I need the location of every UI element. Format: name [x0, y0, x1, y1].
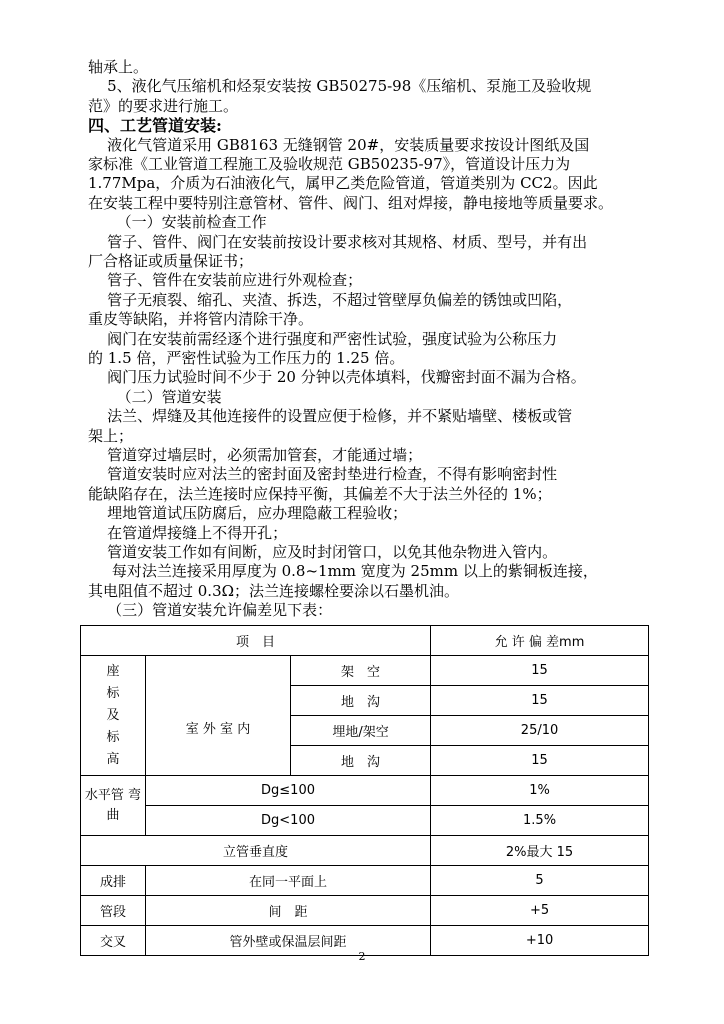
row-value: +10: [431, 926, 649, 956]
section-heading: 四、工艺管道安装:: [88, 116, 222, 136]
text-line: 法兰、焊缝及其他连接件的设置应便于检修，并不紧贴墙壁、楼板或管: [88, 407, 573, 426]
text-line: 在管道焊接缝上不得开孔；: [88, 523, 288, 542]
table-header-row: [81, 626, 649, 656]
header-item: 项 目: [81, 626, 431, 656]
row-name: Dg≤100: [146, 776, 431, 806]
row-value: 25/10: [431, 716, 649, 746]
text-line: 管子、管件、阀门在安装前按设计要求核对其规格、材质、型号，并有出: [88, 232, 588, 251]
text-line: 1.77Mpa，介质为石油液化气，属甲乙类危险管道，管道类别为 CC2。因此: [88, 174, 598, 193]
row-name: 架 空: [291, 656, 431, 686]
text-line: 厂合格证或质量保证书；: [88, 252, 254, 270]
table-row: [81, 896, 649, 926]
text-line: 的 1.5 倍，严密性试验为工作压力的 1.25 倍。: [88, 349, 405, 367]
tolerance-table: [80, 625, 649, 956]
shiwai-label: 室 外 室 内: [146, 686, 291, 776]
text-line: （一）安装前检查工作: [88, 213, 267, 232]
text-line: 阀门在安装前需经逐个进行强度和严密性试验，强度试验为公称压力: [88, 329, 558, 348]
row-value: 1.5%: [431, 806, 649, 836]
header-tolerance: 允 许 偏 差mm: [431, 626, 649, 656]
row-name: 立管垂直度: [81, 836, 431, 866]
wanqu-label: 水平管 弯曲: [81, 776, 146, 836]
text-line: 每对法兰连接采用厚度为 0.8~1mm 宽度为 25mm 以上的紫铜板连接，: [88, 562, 598, 581]
page-number: 2: [358, 950, 366, 963]
table-row: [81, 686, 649, 716]
text-line: 管子无痕裂、缩孔、夹渣、拆迭，不超过管壁厚负偏差的锈蚀或凹陷，: [88, 290, 573, 309]
text-line: 管道安装工作如有间断，应及时封闭管口，以免其他杂物进入管内。: [88, 543, 558, 561]
text-line: 液化气管道采用 GB8163 无缝钢管 20#，安装质量要求按设计图纸及国: [88, 135, 590, 154]
row-value: 5: [431, 866, 649, 896]
text-line: 管子、管件在安装前应进行外观检查；: [88, 271, 363, 290]
row-label: 管段: [81, 896, 146, 926]
text-line: 能缺陷存在，法兰连接时应保持平衡，其偏差不大于法兰外径的 1%；: [88, 484, 552, 503]
text-line: 管道安装时应对法兰的密封面及密封垫进行检查，不得有影响密封性: [88, 465, 558, 484]
row-label: 成排: [81, 866, 146, 896]
row-name: 地 沟: [291, 746, 431, 776]
row-value: 15: [431, 656, 649, 686]
table-row: [81, 806, 649, 836]
row-value: +5: [431, 896, 649, 926]
text-line: 阀门压力试验时间不少于 20 分钟以壳体填料，伐瓣密封面不漏为合格。: [88, 368, 586, 387]
row-name: 埋地/架空: [291, 716, 431, 746]
text-line: 管道穿过墙层时，必须需加管套，才能通过墙；: [88, 446, 423, 464]
text-line: 其电阻值不超过 0.3Ω；法兰连接螺栓要涂以石墨机油。: [88, 581, 460, 600]
text-line: （三）管道安装允许偏差见下表：: [88, 601, 333, 620]
text-line: 在安装工程中要特别注意管材、管件、阀门、组对焊接，静电接地等质量要求。: [88, 193, 614, 212]
row-name: 管外壁或保温层间距: [146, 926, 431, 956]
row-value: 1%: [431, 776, 649, 806]
row-name: 地 沟: [291, 686, 431, 716]
zuobiao-label: 座 标 及 标 高: [81, 656, 146, 776]
text-line: 架上；: [88, 426, 134, 445]
table-row: [81, 656, 649, 686]
text-line: 5、液化气压缩机和烃泵安装按 GB50275-98《压缩机、泵施工及验收规: [88, 77, 592, 96]
row-name: 间 距: [146, 896, 431, 926]
row-name: Dg<100: [146, 806, 431, 836]
text-line: 轴承上。: [88, 58, 149, 76]
text-line: 重皮等缺陷，并将管内清除干净。: [88, 310, 314, 329]
text-line: （二）管道安装: [88, 387, 222, 406]
text-line: 范》的要求进行施工。: [88, 96, 239, 115]
row-value: 2%最大 15: [431, 836, 649, 866]
row-value: 15: [431, 686, 649, 716]
table-row: [81, 776, 649, 806]
row-name: 在同一平面上: [146, 866, 431, 896]
text-line: 家标准《工业管道工程施工及验收规范 GB50235-97》，管道设计压力为: [88, 155, 571, 173]
row-value: 15: [431, 746, 649, 776]
table-row: [81, 866, 649, 896]
row-label: 交叉: [81, 926, 146, 956]
table-row: [81, 836, 649, 866]
text-line: 埋地管道试压防腐后，应办理隐蔽工程验收；: [88, 504, 408, 523]
